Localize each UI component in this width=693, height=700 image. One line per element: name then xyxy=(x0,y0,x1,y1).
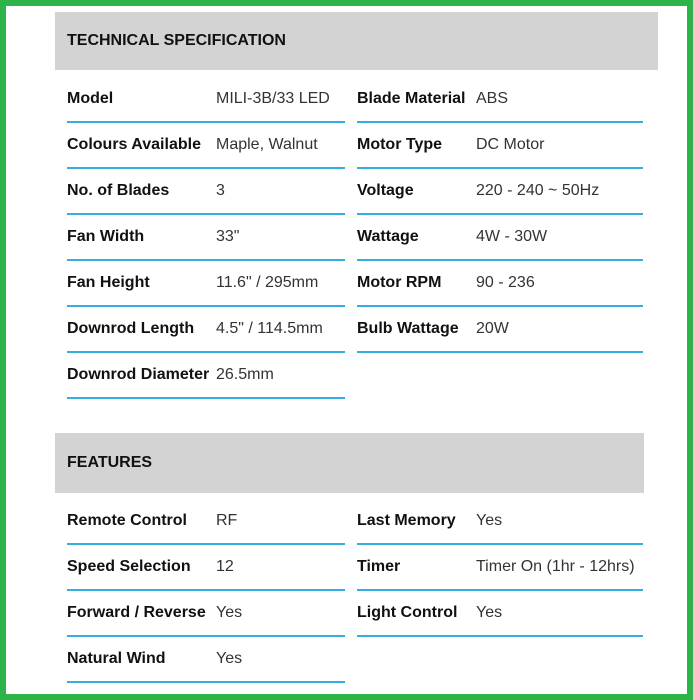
feature-row xyxy=(67,591,345,637)
features-header xyxy=(55,433,644,493)
spec-label: Motor RPM xyxy=(357,274,442,291)
spec-row xyxy=(67,261,345,307)
feature-row xyxy=(357,545,643,591)
spec-row xyxy=(67,123,345,169)
feature-value: Yes xyxy=(476,512,503,529)
spec-row xyxy=(357,307,643,353)
spec-row xyxy=(357,123,643,169)
section-title: FEATURES xyxy=(67,454,153,471)
spec-label: Model xyxy=(67,90,114,107)
spec-value: ABS xyxy=(476,90,509,107)
spec-label: Voltage xyxy=(357,182,414,199)
feature-value: Yes xyxy=(216,650,243,667)
feature-row xyxy=(67,545,345,591)
feature-value: 12 xyxy=(216,558,234,575)
section-title: TECHNICAL SPECIFICATION xyxy=(67,32,286,49)
spec-value: 90 - 236 xyxy=(476,274,535,291)
spec-label: Downrod Diameter xyxy=(67,366,210,383)
feature-label: Natural Wind xyxy=(67,650,166,667)
spec-label: Fan Height xyxy=(67,274,150,291)
spec-label: Wattage xyxy=(357,228,419,245)
spec-label: Blade Material xyxy=(357,90,466,107)
spec-value: 20W xyxy=(476,320,509,337)
spec-row xyxy=(357,169,643,215)
feature-value: Yes xyxy=(216,604,243,621)
feature-label: Remote Control xyxy=(67,512,187,529)
spec-label: No. of Blades xyxy=(67,182,170,199)
feature-value: Timer On (1hr - 12hrs) xyxy=(476,558,635,575)
feature-value: Yes xyxy=(476,604,503,621)
feature-value: RF xyxy=(216,512,238,529)
spec-label: Downrod Length xyxy=(67,320,195,337)
spec-row xyxy=(67,77,345,123)
spec-value: Maple, Walnut xyxy=(216,136,318,153)
spec-value: 3 xyxy=(216,182,225,199)
spec-value: 26.5mm xyxy=(216,366,274,383)
feature-row xyxy=(357,499,643,545)
feature-row xyxy=(67,499,345,545)
spec-row xyxy=(67,169,345,215)
spec-label: Motor Type xyxy=(357,136,443,153)
spec-value: 33" xyxy=(216,228,240,245)
spec-row xyxy=(67,353,345,399)
spec-label: Fan Width xyxy=(67,228,145,245)
spec-value: 4W - 30W xyxy=(476,228,548,245)
spec-row xyxy=(357,215,643,261)
technical-specification-header xyxy=(55,12,658,70)
feature-label: Last Memory xyxy=(357,512,456,529)
spec-row xyxy=(357,77,643,123)
spec-value: DC Motor xyxy=(476,136,545,153)
spec-label: Bulb Wattage xyxy=(357,320,459,337)
spec-value: 11.6" / 295mm xyxy=(216,274,319,291)
spec-row xyxy=(67,215,345,261)
feature-label: Forward / Reverse xyxy=(67,604,206,621)
feature-row xyxy=(357,591,643,637)
spec-row xyxy=(357,261,643,307)
feature-label: Speed Selection xyxy=(67,558,191,575)
spec-label: Colours Available xyxy=(67,136,201,153)
feature-row xyxy=(67,637,345,683)
spec-value: 4.5" / 114.5mm xyxy=(216,320,323,337)
feature-label: Timer xyxy=(357,558,401,575)
spec-row xyxy=(67,307,345,353)
feature-label: Light Control xyxy=(357,604,458,621)
spec-value: 220 - 240 ~ 50Hz xyxy=(476,182,600,199)
spec-value: MILI-3B/33 LED xyxy=(216,90,330,107)
